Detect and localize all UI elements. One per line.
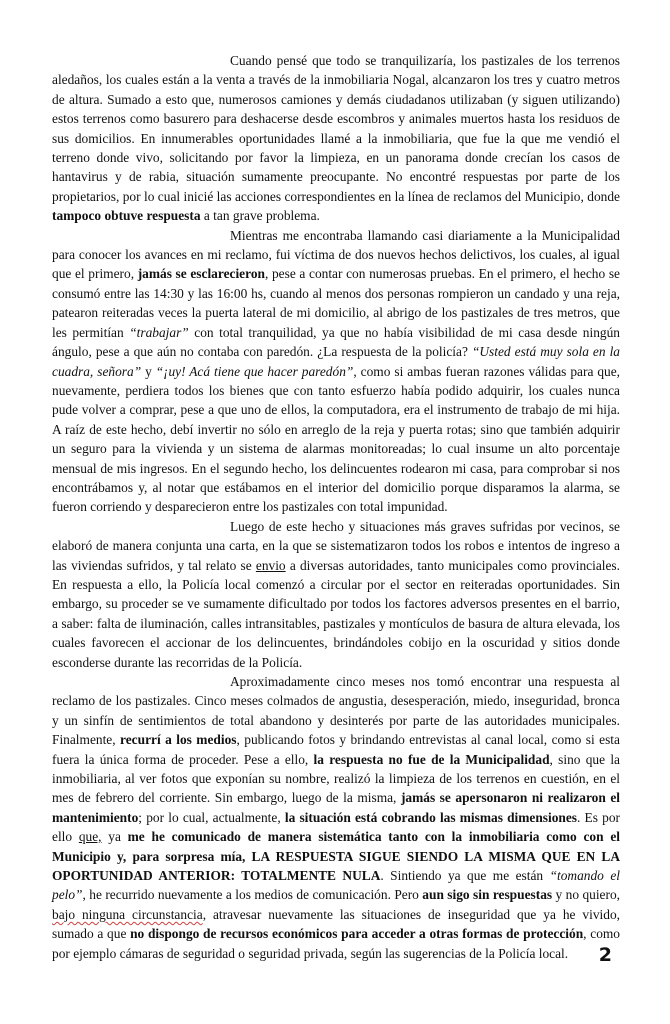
paragraph bbox=[52, 672, 620, 963]
bold-text: la situación está cobrando las mismas dimensiones bbox=[284, 809, 578, 825]
text-run: , publicando fotos y brindando entrevistas al canal local, como si esta fuera la única forma de proceder. Pese a ello, bbox=[52, 732, 620, 767]
text-run: , atravesar nuevamente las situaciones de inseguridad que ya he vivido, sumado a que bbox=[52, 906, 620, 942]
text-run: Luego de este hecho y situaciones más graves sufridas por vecinos, se elaboró de manera conjunta una carta, en la que se sistematizaron todos los robos e intentos de ingreso a las viviendas sufridos, y tal relato se bbox=[52, 518, 620, 573]
bold-text: jamás se apersonaron ni realizaron el mantenimiento bbox=[52, 790, 620, 825]
text-run: , pese a contar con numerosas pruebas. En el primero, el hecho se consumó entre las 14:30 y las 16:00 hs, cuando al menos dos personas rompieron un candado y una reja, patearon reiteradas veces la puerta lateral de mi domicilio, al abrigo de los pastizales de tres metros, que les permitían bbox=[52, 266, 620, 340]
text-run: y no quiero, bbox=[552, 887, 620, 903]
underlined-text: envio bbox=[255, 557, 286, 573]
italic-quote: “¡uy! Acá tiene que hacer paredón” bbox=[155, 363, 354, 379]
bold-text: aun sigo sin respuestas bbox=[422, 887, 553, 903]
text-run: , sino que la inmobiliaria, al ver fotos que exponían su nombre, realizó la limpieza de los terrenos en cuestión, en el mes de febrero del corriente. Sin embargo, luego de la misma, bbox=[52, 751, 621, 806]
text-run: , he recurrido nuevamente a los medios de comunicación. Pero bbox=[82, 887, 423, 903]
paragraph bbox=[52, 51, 620, 226]
text-run: , como si ambas fueran razones válidas para que, nuevamente, perdiera todos los bienes que con tanto esfuerzo había podido adquirir, los cuales nunca pude volver a comprar, pese a que uno de ellos, la computadora, era el instrumento de trabajo de mi hija. A raíz de este hecho, debí invertir no sólo en arreglo de la reja y puerta rotas; sino que también adquirir un seguro para la vivienda y un sistema de alarmas monitoreadas; lo cual insume un alto porcentaje mensual de mis ingresos. En el segundo hecho, los delincuentes rodearon mi casa, para comprobar si nos encontrábamos y, al notar que estábamos en el interior del domicilio porque disparamos la alarma, se fueron corriendo y desparecieron entre los pastizales con total impunidad. bbox=[52, 363, 621, 515]
page-number: 2 bbox=[598, 944, 612, 966]
text-run: y bbox=[141, 363, 156, 379]
italic-quote: “trabajar” bbox=[129, 324, 189, 340]
text-run: Aproximadamente cinco meses nos tomó encontrar una respuesta al reclamo de los pastizales. Cinco meses colmados de angustia, desesperación, miedo, inseguridad, bronca y un sinfín de sentimientos de total abandono y desinterés por parte de las autoridades municipales. Finalmente, bbox=[52, 674, 620, 748]
document-body bbox=[52, 51, 620, 963]
text-run: a tan grave problema. bbox=[200, 208, 320, 224]
bold-text: me he comunicado de manera sistemática tanto con la inmobiliaria como con el Municipio y, para sorpresa mía, LA RESPUESTA SIGUE SIENDO LA MISMA QUE EN LA OPORTUNIDAD ANTERIOR: TOTALMENTE NULA bbox=[52, 829, 620, 884]
text-run: ya bbox=[101, 829, 128, 845]
bold-text: jamás se esclarecieron bbox=[137, 266, 265, 282]
paragraph bbox=[52, 226, 620, 517]
text-run: con total tranquilidad, ya que no había visibilidad de mi casa desde ningún ángulo, pese a que aún no contaba con paredón. ¿La respuesta de la policía? bbox=[52, 324, 620, 360]
text-run: Cuando pensé que todo se tranquilizaría, los pastizales de los terrenos aledaños, los cuales están a la venta a través de la inmobiliaria Nogal, alcanzaron los tres y cuatro metros de altura. Sumado a esto que, numerosos camiones y demás ciudadanos utilizaban (y siguen utilizando) estos terrenos como basurero para deshacerse desde escombros y animales muertos hasta los residuos de sus domicilios. En innumerables oportunidades llamé a la inmobiliaria, que fue la que me vendió el terreno donde vivo, solicitando por favor la limpieza, en un panorama donde crecían los casos de hantavirus y de rabia, situación sumamente preocupante. No encontré respuestas por parte de los propietarios, por lo cual inicié las acciones correspondientes en la línea de reclamos del Municipio, donde bbox=[52, 53, 620, 204]
italic-quote: “tomando el pelo” bbox=[52, 868, 620, 903]
text-run: Mientras me encontraba llamando casi diariamente a la Municipalidad para conocer los avances en mi reclamo, fui víctima de dos nuevos hechos delictivos, los cuales, al igual que el primero, bbox=[52, 227, 620, 282]
bold-text: tampoco obtuve respuesta bbox=[52, 208, 201, 224]
paragraph bbox=[52, 517, 620, 672]
text-run: . Es por ello bbox=[52, 809, 620, 845]
bold-text: recurrí a los medios bbox=[120, 732, 237, 748]
text-run: , como por ejemplo cámaras de seguridad o seguridad privada, según las sugerencias de la Policía local. bbox=[52, 926, 620, 961]
text-run: a diversas autoridades, tanto municipales como provinciales. En respuesta a ello, la Policía local comenzó a circular por el sector en reiteradas oportunidades. Sin embargo, su proceder se ve sumamente dificultado por todos los factores adversos presentes en el barrio, a saber: falta de iluminación, calles intransitables, pastizales y montículos de basura de altura elevada, los cuales favorecen el accionar de los delincuentes, brindándoles cobijo en la oscuridad y sitios donde esconderse durante las recorridas de la Policía. bbox=[52, 557, 620, 670]
bold-text: la respuesta no fue de la Municipalidad bbox=[313, 751, 550, 767]
text-run: . Sintiendo ya que me están bbox=[380, 868, 550, 884]
underlined-text: que, bbox=[78, 829, 102, 845]
spellcheck-underlined-text: bajo ninguna circunstancia bbox=[52, 906, 203, 922]
italic-quote: “Usted está muy sola en la cuadra, señora” bbox=[52, 344, 620, 379]
bold-text: no dispongo de recursos económicos para acceder a otras formas de protección bbox=[130, 926, 584, 942]
text-run: ; por lo cual, actualmente, bbox=[138, 809, 285, 825]
